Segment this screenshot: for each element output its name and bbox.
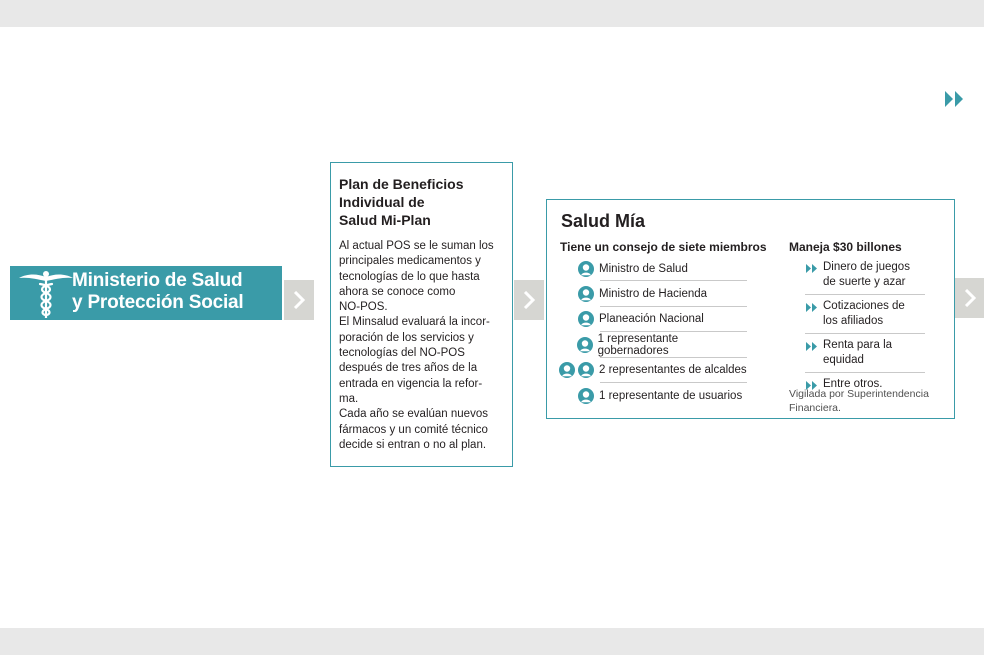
bottom-band <box>0 628 984 655</box>
funds-item-label: Cotizaciones de los afiliados <box>823 300 905 327</box>
person-icon <box>578 362 594 378</box>
member-icons <box>553 332 596 357</box>
ministry-name: Ministerio de Salud y Protección Social <box>72 270 244 313</box>
council-member <box>553 256 747 281</box>
council-member-label: Ministro de Salud <box>599 262 688 275</box>
double-chevron-right-icon <box>805 341 819 352</box>
funds-title: Maneja $30 billones <box>789 240 902 254</box>
council-title: Tiene un consejo de siete miembros <box>560 240 767 254</box>
person-icon <box>559 362 575 378</box>
caduceus-icon <box>14 268 78 318</box>
person-icon <box>578 388 594 404</box>
plan-title: Plan de Beneficios Individual de Salud Mi-Plan <box>339 176 464 228</box>
funds-item <box>805 256 925 295</box>
council-member-label: 1 representante de usuarios <box>599 389 743 402</box>
member-icons <box>553 383 597 408</box>
plan-body: Al actual POS se le suman los principales medicamentos y tecnologías de lo que hasta ahora se conoce como NO-POS. El Minsalud evaluará la incor- poración de los servicios y tecnologías del NO-POS después de tres años de la entrada en vigencia la refor- ma. Cada año se evalúan nuevos fármacos y un comité técnico decide si entran o no al plan. <box>339 240 494 451</box>
council-member-label: 2 representantes de alcaldes <box>599 364 747 377</box>
funds-item <box>805 334 925 373</box>
funds-item-label: Dinero de juegos de suerte y azar <box>823 261 910 288</box>
chevron-right-icon <box>523 291 535 309</box>
funds-item-label: Entre otros. <box>823 378 883 390</box>
council-member <box>553 281 747 306</box>
funds-item-label: Renta para la equidad <box>823 339 893 366</box>
double-chevron-right-icon <box>805 302 819 313</box>
salud-mia-box <box>546 199 955 419</box>
connector-1 <box>284 280 314 320</box>
person-icon <box>578 286 594 302</box>
council-member <box>553 383 747 408</box>
top-band <box>0 0 984 27</box>
plan-box <box>330 162 513 467</box>
connector-3 <box>955 278 984 318</box>
member-icons <box>553 256 597 281</box>
chevron-right-icon <box>964 289 976 307</box>
chevron-right-icon <box>293 291 305 309</box>
person-icon <box>578 261 594 277</box>
funds-item <box>805 295 925 334</box>
funds-list <box>805 256 925 396</box>
supervision-note: Vigilada por Superintendencia Financiera. <box>789 388 929 414</box>
person-icon <box>577 337 593 353</box>
council-member-label: Ministro de Hacienda <box>599 288 708 301</box>
double-chevron-right-icon <box>805 263 819 274</box>
council-member-label: Planeación Nacional <box>599 313 704 326</box>
council-member-label: 1 representante gobernadores <box>597 332 679 357</box>
member-icons <box>553 307 597 332</box>
member-icons <box>553 358 597 383</box>
ministry-label <box>10 266 282 320</box>
council-member <box>553 358 747 383</box>
connector-2 <box>514 280 544 320</box>
council-member <box>553 307 747 332</box>
member-icons <box>553 282 597 307</box>
council-list <box>553 256 747 408</box>
double-chevron-right-icon[interactable] <box>943 89 967 109</box>
council-member <box>553 332 747 357</box>
salud-mia-title: Salud Mía <box>561 211 646 231</box>
person-icon <box>578 311 594 327</box>
